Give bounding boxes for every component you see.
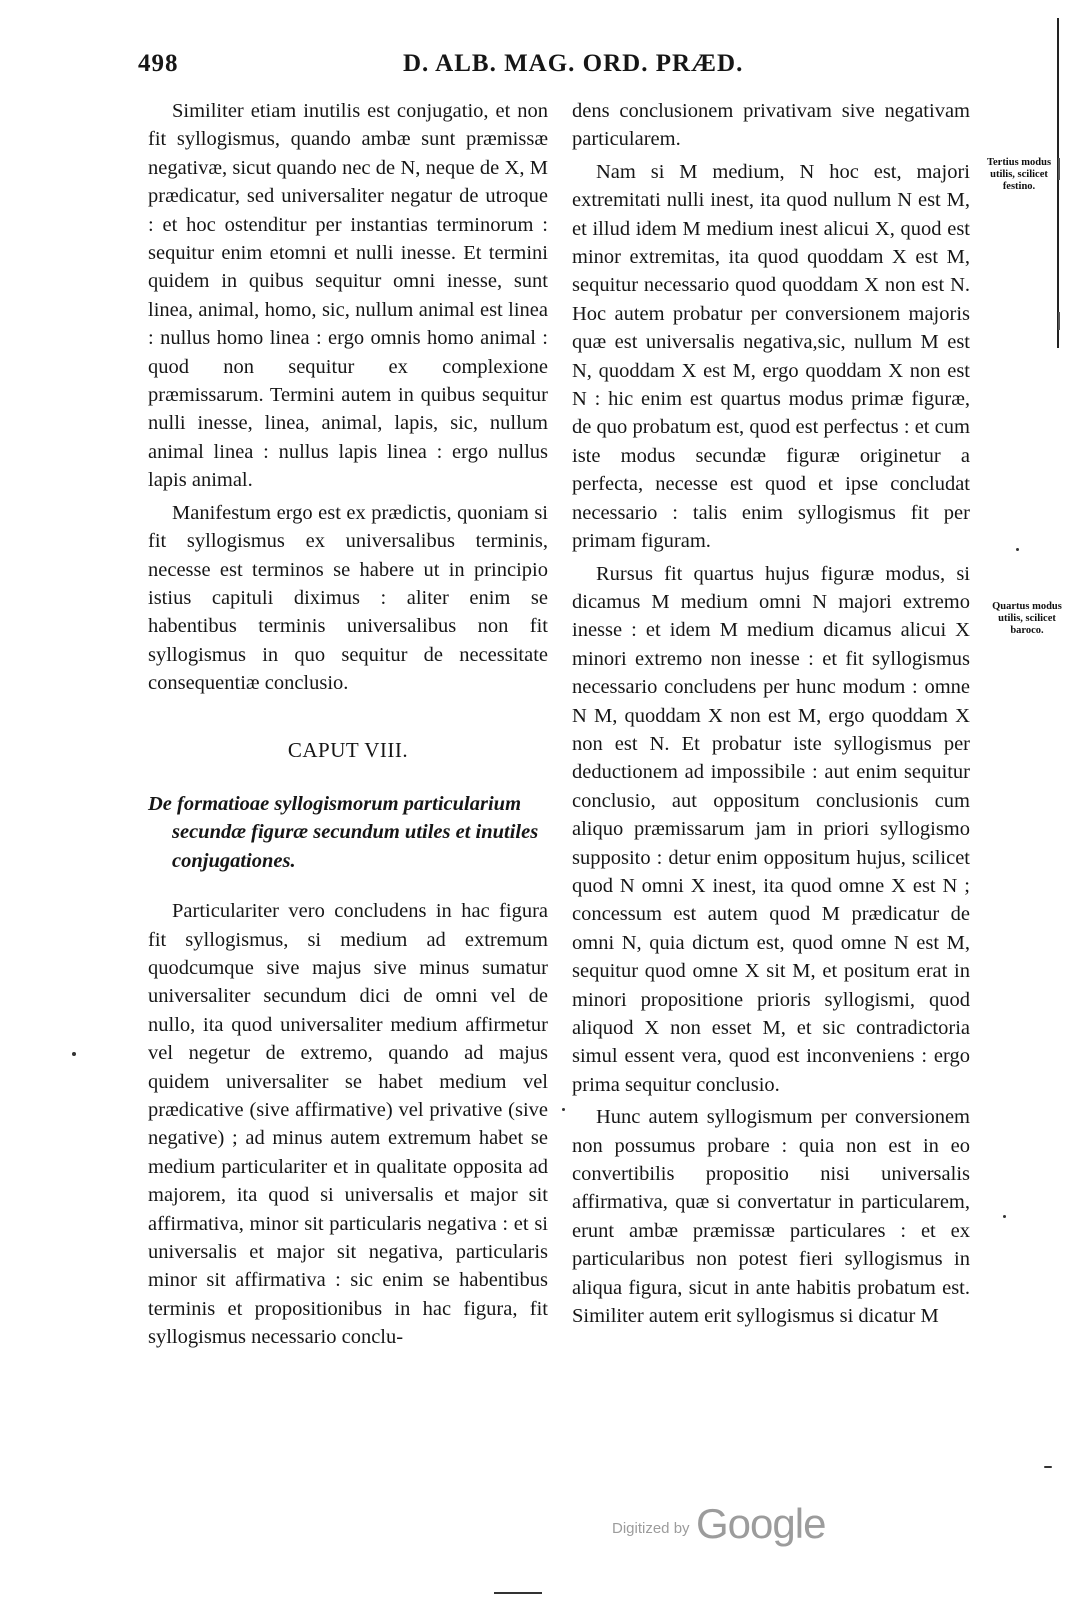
scan-speck (72, 1052, 76, 1056)
running-head: D. ALB. MAG. ORD. PRÆD. (403, 50, 744, 77)
footer-rule (494, 1592, 542, 1594)
right-paragraph-1: dens conclusionem privativam sive negativam particularem. (572, 100, 970, 151)
marginal-note-2: Quartus modus utilis, scilicet baroco. (992, 601, 1062, 636)
scan-edge-line (1057, 18, 1059, 348)
marginal-note-1: Tertius modus utilis, scilicet festino. (986, 157, 1052, 192)
scan-speck (562, 1108, 565, 1111)
left-column (148, 97, 548, 1352)
page-number: 498 (138, 50, 179, 77)
scan-speck (1003, 1215, 1006, 1218)
right-column (572, 97, 970, 1330)
google-watermark (612, 1500, 832, 1550)
scan-edge-tick (1058, 312, 1060, 330)
scan-speck (1044, 1466, 1052, 1468)
left-paragraph-2: Manifestum ergo est ex prædictis, quoniam si fit syllogismus ex universalibus terminis, necesse est terminos se habere ut in principio istius capituli diximus : aliter enim se habentibus terminis universalibus non fit syllogismus in quo sequitur de necessitate consequentiæ conclusio. (148, 501, 548, 695)
right-paragraph-4: Hunc autem syllogismum per conversionem non possumus probare : quia non est in eo convertibilis propositio nisi universalis affirmativa, quæ si convertatur in particularem, erunt ambæ præmissæ particulares : et ex particularibus non potest fieri syllogismus in aliqua figura, sicut in ante habitis probatum est. Similiter autem erit syllogismus si dicatur M (572, 1106, 970, 1328)
page-header (138, 50, 970, 90)
google-logo: Google (696, 1500, 826, 1547)
chapter-subtitle: De formatioae syllogismorum particularium secundæ figuræ secundum utiles et inutiles conjugationes. (148, 792, 539, 872)
watermark-digitized-by: Digitized by (612, 1520, 690, 1537)
right-paragraph-2: Nam si M medium, N hoc est, majori extremitati nulli inest, ita quod nullum N est M, et illud idem M medium inest alicui X, quod est minor extremitas, ita quod quoddam X est M, sequitur necessario quod quoddam X non est N. Hoc autem probatur per conversionem majoris quæ est universalis negativa,sic, nullum M est N, quoddam X est M, ergo quoddam X non est N : hic enim est quartus modus primæ figuræ, de quo probatum est, quod est perfectus : et cum iste modus secundæ figuræ originetur a perfecta, necesse est quod et ipse concludat necessario : talis enim syllogismus fit per primam figuram. (572, 160, 970, 553)
left-paragraph-3: Particulariter vero concludens in hac figura fit syllogismus, si medium ad extremum quodcumque sive majus sive minus sumatur universaliter secundum dici de omni vel de nullo, ita quod universaliter medium affirmetur vel negetur de extremo, quando ad majus quidem universaliter se habet medium vel prædicative (sive affirmative) vel privative (sive negative) ; ad minus autem extremum habet se medium particulariter et in qualitate opposita ad majorem, ita quod si universalis et major sit affirmativa, minor sit particularis negativa : et si universalis et major sit negativa, particularis minor sit affirmativa : sic enim se habentibus terminis et propositionibus in hac figura, fit syllogismus necessario conclu- (148, 900, 548, 1349)
chapter-title: CAPUT VIII. (287, 737, 409, 762)
scan-edge-tick (1058, 158, 1060, 180)
left-paragraph-1: Similiter etiam inutilis est conjugatio, et non fit syllogismus, quando ambæ sunt præmissæ negativæ, sicut quando nec de N, neque de X, M prædicatur, sed universaliter negatur de utroque : et hoc ostenditur per instantias terminorum : sequitur enim etomni et nulli inesse. Et termini quidem in quibus sequitur omni inesse, sunt linea, animal, homo, sic, nullum animal est linea : nullus homo linea : ergo omnis homo animal : quod non sequitur ex complexione præmissarum. Termini autem in quibus sequitur nulli inesse, linea, animal, lapis, sic, nullum animal linea : nullus lapis linea : ergo nullus lapis animal. (148, 100, 548, 492)
right-paragraph-3: Rursus fit quartus hujus figuræ modus, si dicamus M medium omni N majori extremo inesse : et idem M medium dicamus alicui X minori extremo non inesse : et fit syllogismus necessario concludens per hunc modum : omne N M, quoddam X non est M, ergo quoddam X non est N. Et probatur iste syllogismus per deductionem ad impossibile : aut enim sequitur conclusio, aut oppositum conclusionis cum aliquo præmissarum jam in priori syllogismo supposito : detur enim oppositum hujus, scilicet quod N omni X inest, ita quod omne X est N ; concessum est autem quod M prædicatur de omni N, quia dictum est, quod omne N est M, sequitur quod omne X sit M, et positum erat in minori propositione prioris syllogismi, quod aliquod X non esset M, et sic contradictoria simul essent vera, quod est inconveniens : ergo prima sequitur conclusio. (572, 562, 970, 1096)
scan-speck (1016, 548, 1019, 551)
